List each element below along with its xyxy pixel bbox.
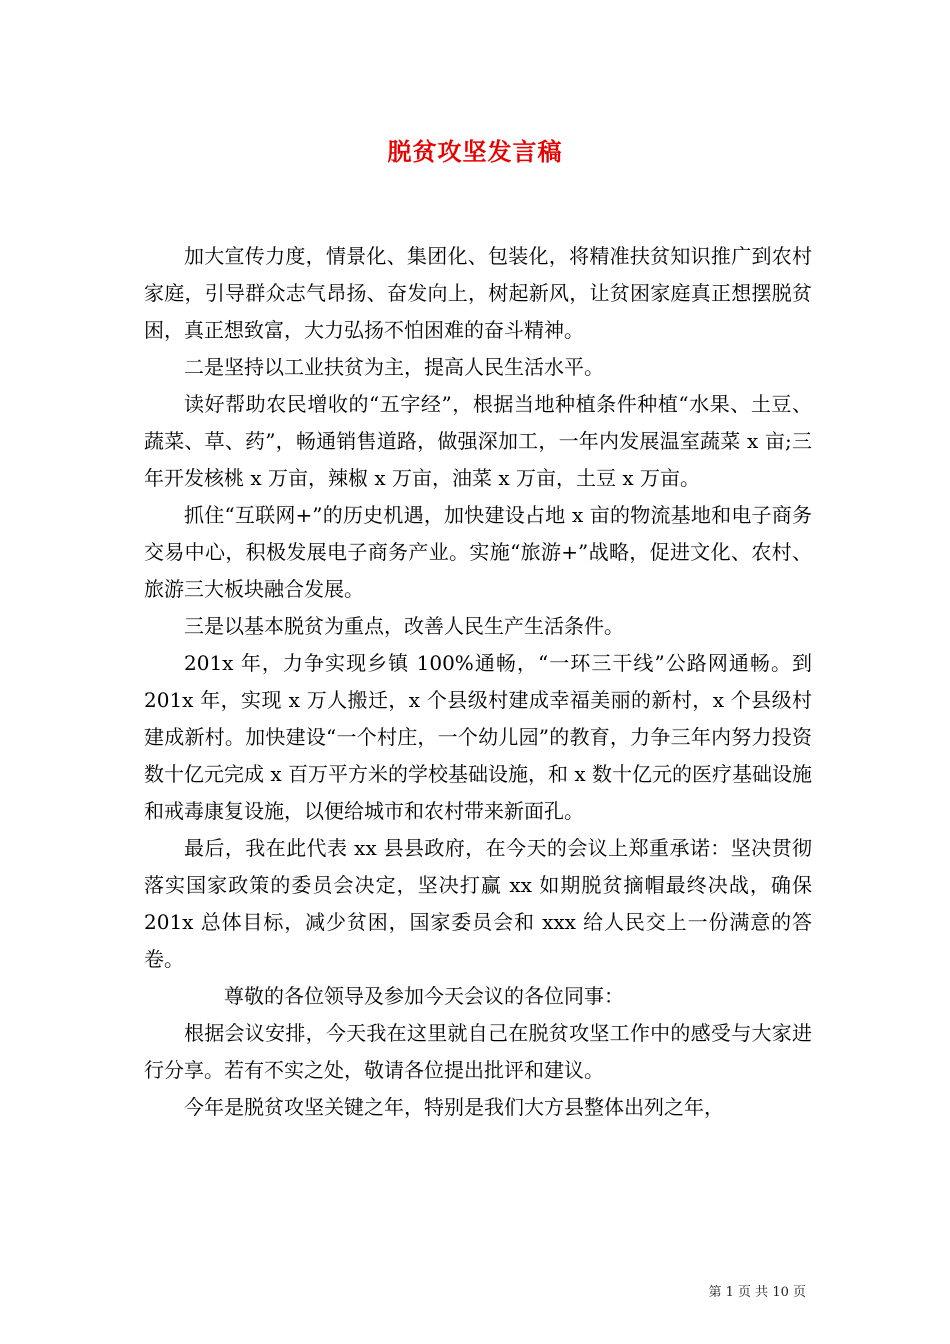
paragraph: 今年是脱贫攻坚关键之年，特别是我们大方县整体出列之年， <box>184 1095 724 1119</box>
paragraph: 根据会议安排，今天我在这里就自己在脱贫攻坚工作中的感受与大家进行分享。若有不实之处，敬请各位提出批评和建议。 <box>144 1021 812 1082</box>
paragraph: 抓住“互联网+”的历史机遇，加快建设占地 x 亩的物流基地和电子商务交易中心，积极发展电子商务产业。实施“旅游+”战略，促进文化、农村、旅游三大板块融合发展。 <box>144 503 812 601</box>
paragraph: 加大宣传力度，情景化、集团化、包装化，将精准扶贫知识推广到农村家庭，引导群众志气昂扬、奋发向上，树起新风，让贫困家庭真正想摆脱贫困，真正想致富，大力弘扬不怕困难的奋斗精神。 <box>144 244 812 342</box>
page-title: 脱贫攻坚发言稿 <box>387 137 563 166</box>
paragraph: 最后，我在此代表 xx 县县政府，在今天的会议上郑重承诺：坚决贯彻落实国家政策的委员会决定，坚决打赢 xx 如期脱贫摘帽最终决战，确保 201x 总体目标，减少贫困，国家委员会和 xxx 给人民交上一份满意的答卷。 <box>144 836 812 971</box>
paragraph: 201x 年，力争实现乡镇 100%通畅，“一环三干线”公路网通畅。到 201x 年，实现 x 万人搬迁，x 个县级村建成幸福美丽的新村，x 个县级村建成新村。加快建设“一个村庄，一个幼儿园”的教育，力争三年内努力投资数十亿元完成 x 百万平方米的学校基础设施，和 x 数十亿元的医疗基础设施和戒毒康复设施，以便给城市和农村带来新面孔。 <box>144 651 812 823</box>
document-body <box>144 238 812 1126</box>
paragraph: 三是以基本脱贫为重点，改善人民生产生活条件。 <box>184 614 624 638</box>
salutation: 尊敬的各位领导及参加今天会议的各位同事： <box>224 984 624 1008</box>
page-number: 第 1 页 共 10 页 <box>708 1285 806 1300</box>
paragraph: 二是坚持以工业扶贫为主，提高人民生活水平。 <box>184 355 604 379</box>
paragraph: 读好帮助农民增收的“五字经”，根据当地种植条件种植“水果、土豆、蔬菜、草、药”，畅通销售道路，做强深加工，一年内发展温室蔬菜 x 亩;三年开发核桃 x 万亩，辣椒 x 万亩，油菜 x 万亩，土豆 x 万亩。 <box>144 392 812 490</box>
